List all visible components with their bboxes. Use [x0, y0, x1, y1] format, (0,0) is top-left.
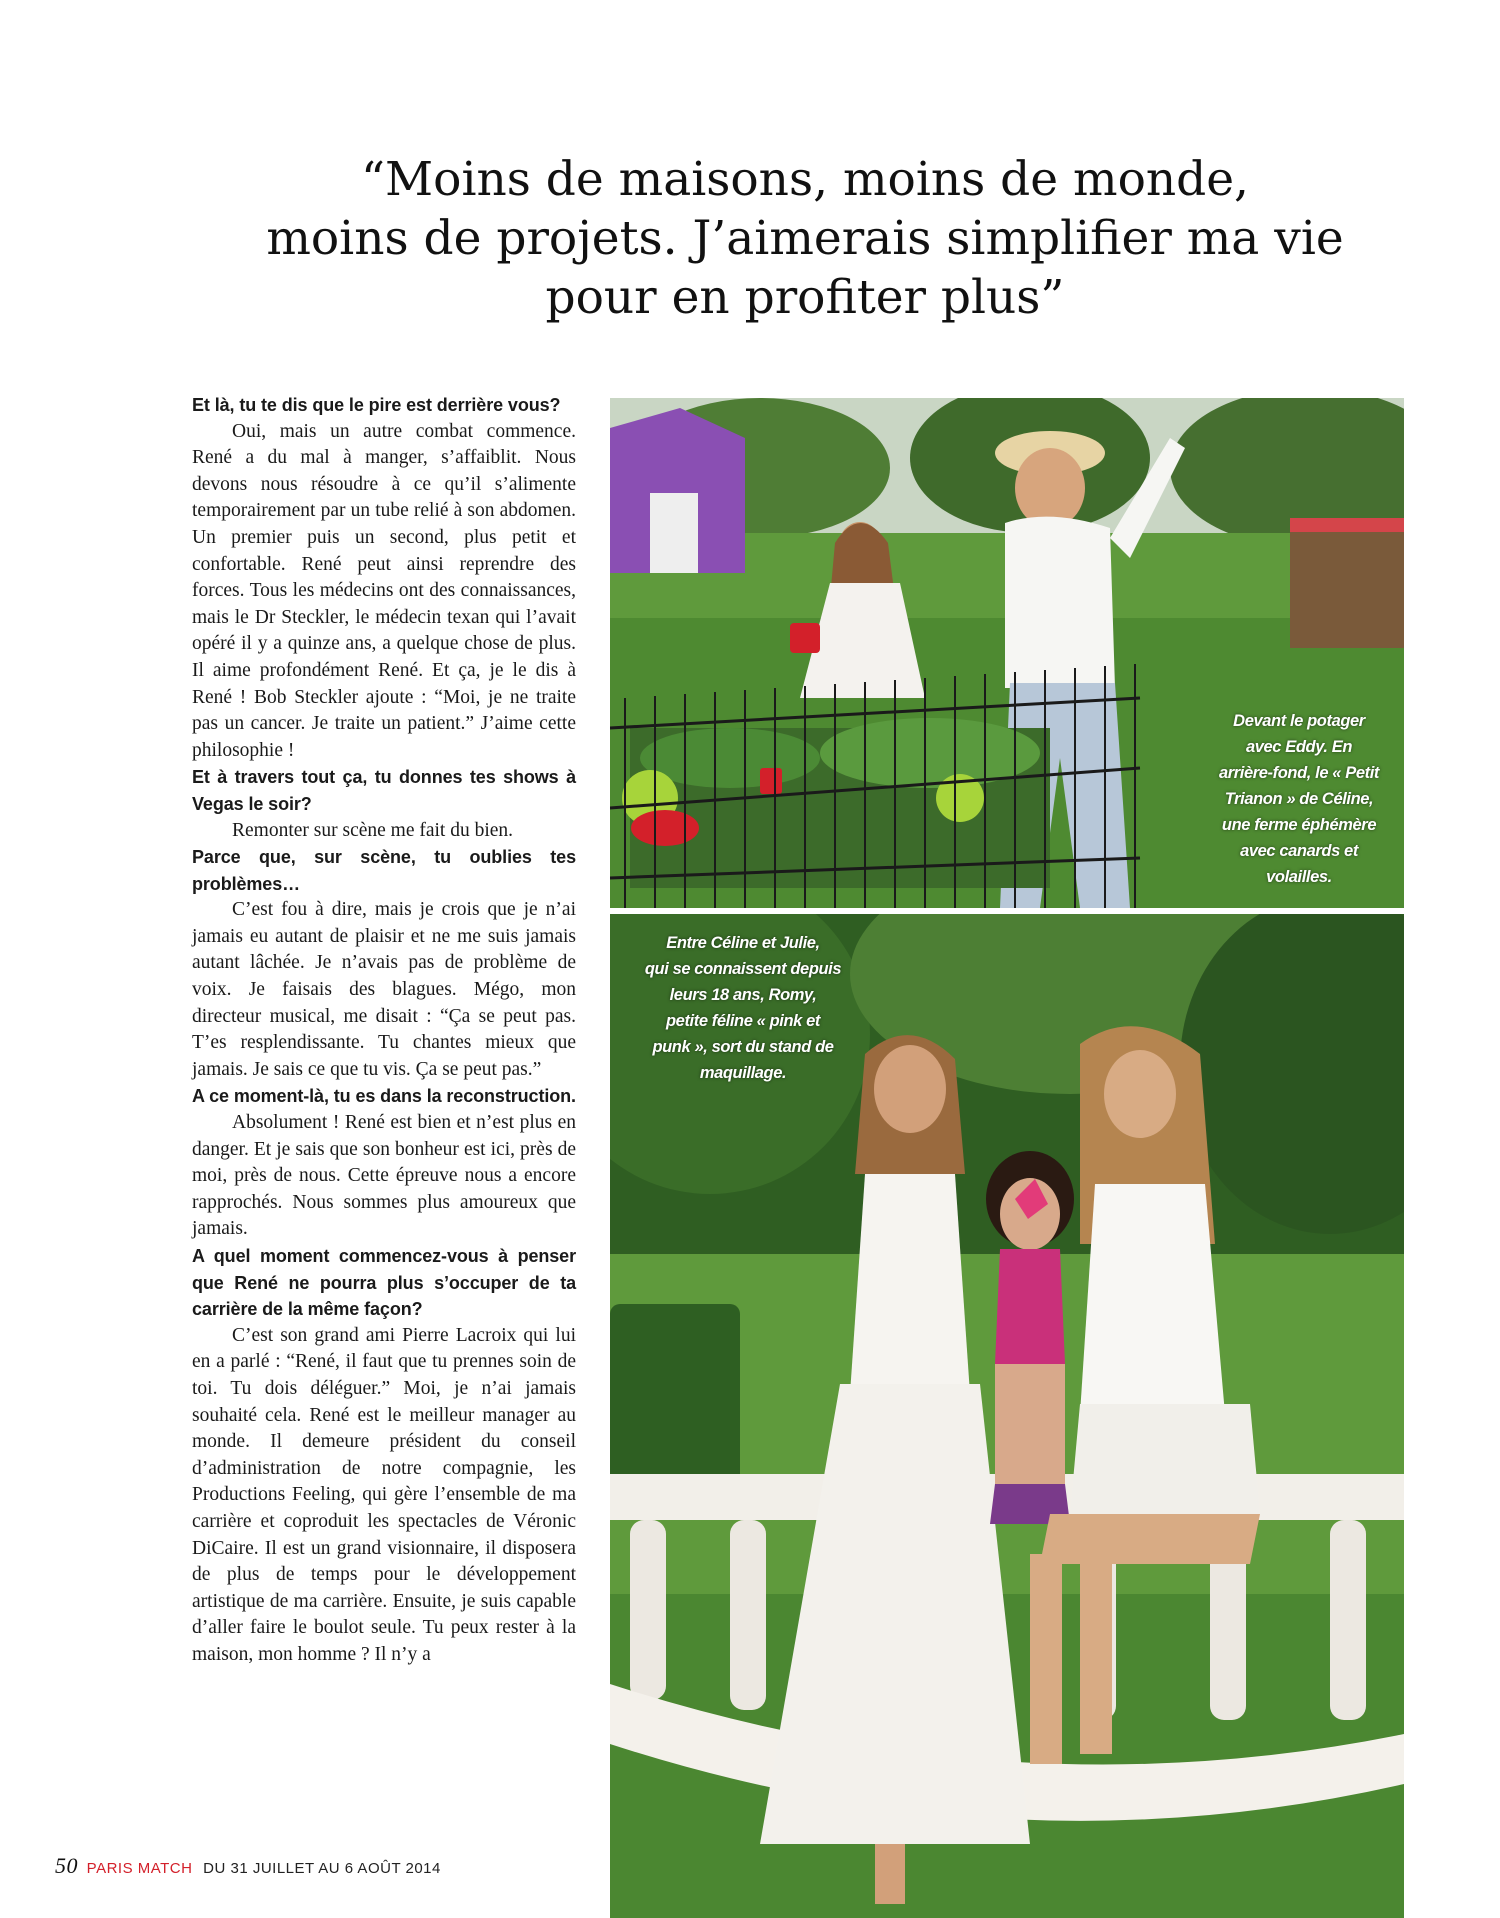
- pull-quote: [230, 150, 1380, 327]
- interview-answer: Remonter sur scène me fait du bien.: [232, 819, 514, 841]
- photo-caption: Devant le potager avec Eddy. En arrière-fond, le « Petit Trianon » de Céline, une ferme éphémère avec canards et volailles.: [1218, 712, 1380, 886]
- pull-quote-line: moins de projets. J’aimerais simplifier ma vie: [266, 211, 1344, 266]
- interview-question: A quel moment commencez-vous à penser que René ne pourra plus s’occuper de ta carrière de la même façon?: [192, 1246, 576, 1320]
- garden-photo: [610, 398, 1404, 908]
- photo-caption: Entre Céline et Julie, qui se connaissent depuis leurs 18 ans, Romy, petite féline « pink et punk », sort du stand de maquillage.: [644, 934, 842, 1082]
- interview-question: A ce moment-là, tu es dans la reconstruction.: [192, 1086, 576, 1107]
- brand-name: PARIS MATCH: [86, 1860, 193, 1877]
- page-number: 50: [55, 1853, 78, 1878]
- interview-answer: Absolument ! René est bien et n’est plus en danger. Et je sais que son bonheur est ici, près de moi, près de nous. Cette épreuve nous a encore rapprochés. Nous sommes plus amoureux que jamais.: [192, 1112, 576, 1240]
- pull-quote-line: pour en profiter plus”: [545, 270, 1065, 325]
- portrait-photo: [610, 914, 1404, 1918]
- interview-question: Et à travers tout ça, tu donnes tes shows à Vegas le soir?: [192, 767, 576, 814]
- pull-quote-line: “Moins de maisons, moins de monde,: [361, 152, 1249, 207]
- interview-answer: C’est son grand ami Pierre Lacroix qui lui en a parlé : “René, il faut que tu prennes soin de toi. Tu dois déléguer.” Moi, je n’ai jamais souhaité cela. René est le meilleur manager au monde. Il demeure président du conseil d’administration de notre compagnie, les Productions Feeling, qui gère l’ensemble de ma carrière et coproduit les spectacles de Véronic DiCaire. Il est un grand visionnaire, il disposera de plus de temps pour le développement artistique de ma carrière. Ensuite, je suis capable d’aller faire le boulot seule. Tu peux rester à la maison, mon homme ? Il n’y a: [192, 1324, 576, 1665]
- issue-date: DU 31 JUILLET AU 6 AOÛT 2014: [203, 1860, 441, 1877]
- page-footer: [55, 1853, 441, 1879]
- article-column: [192, 392, 576, 1669]
- interview-question: Et là, tu te dis que le pire est derrière vous?: [192, 395, 561, 415]
- interview-answer: Oui, mais un autre combat commence. René a du mal à manger, s’affaiblit. Nous devons nous résoudre à ce qu’il s’alimente temporairement par un tube relié à son abdomen. Un premier puis un second, plus petit et confortable. René peut ainsi reprendre des forces. Tous les médecins ont des connaissances, mais le Dr Steckler, le médecin texan qui l’avait opéré il y a quinze ans, a quelque chose de plus. Il aime profondément René. Et ça, je le dis à René ! Bob Steckler ajoute : “Moi, je ne traite pas un cancer. Je traite un patient.” J’aime cette philosophie !: [192, 420, 576, 761]
- interview-question: Parce que, sur scène, tu oublies tes problèmes…: [192, 847, 576, 894]
- interview-answer: C’est fou à dire, mais je crois que je n’ai jamais eu autant de plaisir et ne me suis jamais autant lâchée. Je n’avais pas de problème de voix. Je faisais des blagues. Mégo, mon directeur musical, me disait : “Ça se peut pas. T’es resplendissante. Tu chantes mieux que jamais. Je sais ce que tu vis. Ça se peut pas.”: [192, 899, 576, 1080]
